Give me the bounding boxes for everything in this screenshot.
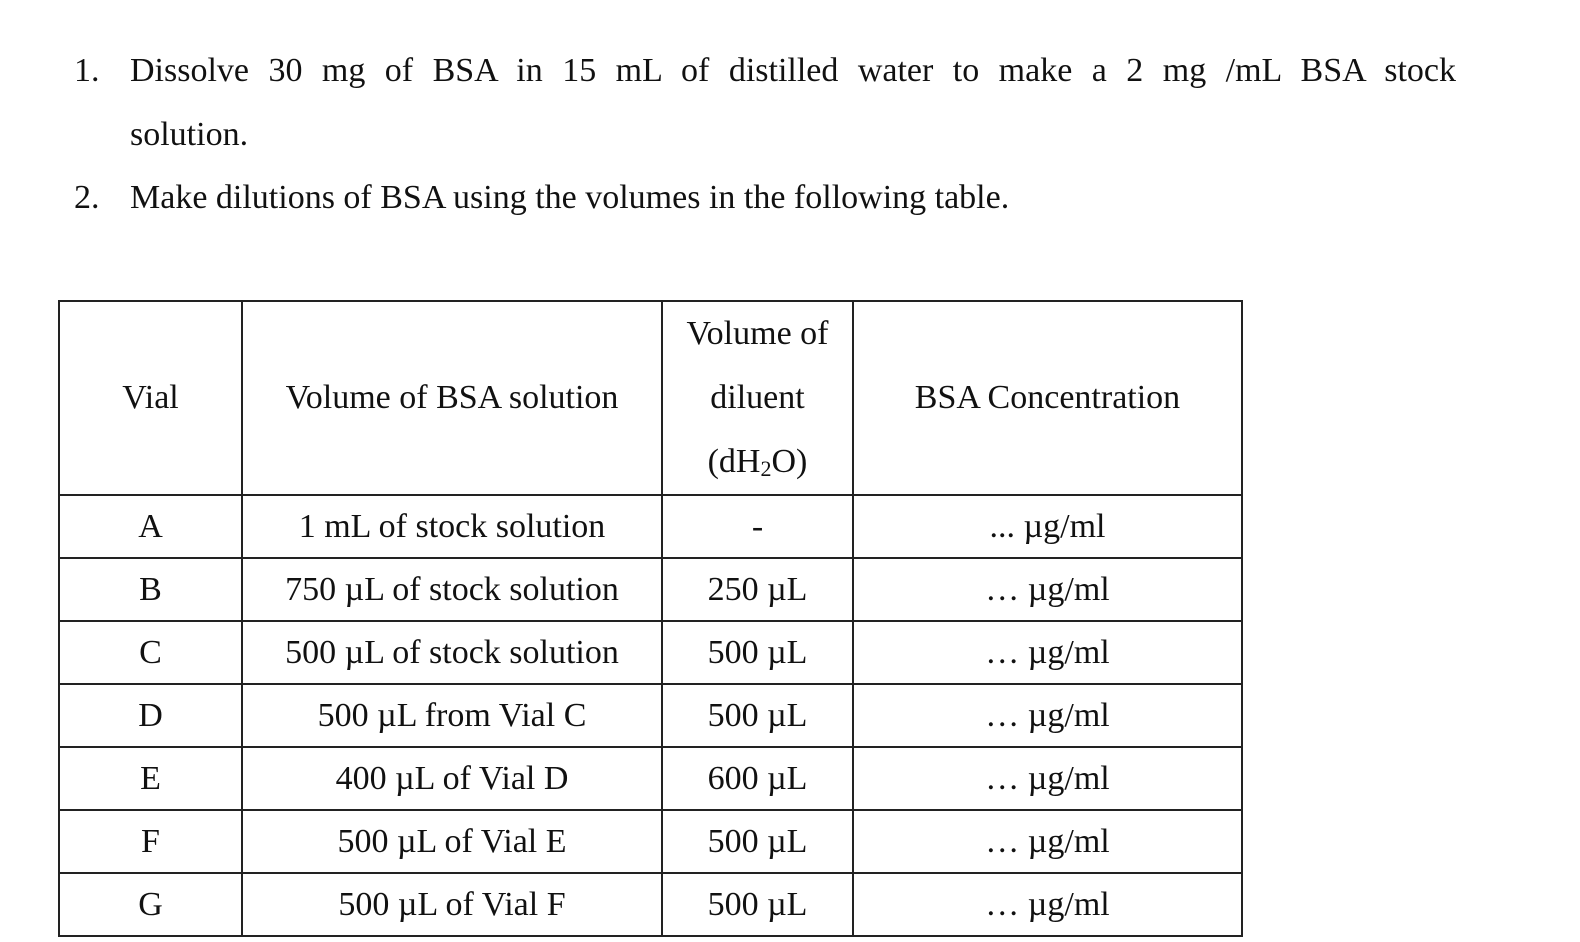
- cell-volume-bsa: 1 mL of stock solution: [242, 495, 662, 558]
- cell-diluent: 250 µL: [662, 558, 853, 621]
- cell-vial: G: [59, 873, 242, 936]
- instruction-text-1-line1: Dissolve 30 mg of BSA in 15 mL of distilled water to make a 2 mg /mL BSA stock: [130, 52, 1456, 89]
- cell-diluent: 500 µL: [662, 621, 853, 684]
- cell-diluent: 500 µL: [662, 873, 853, 936]
- table-row: [59, 558, 1242, 621]
- table-row: [59, 684, 1242, 747]
- cell-vial: A: [59, 495, 242, 558]
- header-volume-diluent-line3: [663, 430, 852, 494]
- cell-diluent: 500 µL: [662, 810, 853, 873]
- cell-volume-bsa: 500 µL from Vial C: [242, 684, 662, 747]
- cell-concentration: … µg/ml: [853, 558, 1242, 621]
- cell-diluent: 600 µL: [662, 747, 853, 810]
- cell-concentration: … µg/ml: [853, 747, 1242, 810]
- header-diluent-formula-sub: 2: [760, 456, 772, 481]
- header-volume-diluent: [662, 301, 853, 495]
- cell-vial: D: [59, 684, 242, 747]
- table-row: [59, 810, 1242, 873]
- cell-vial: F: [59, 810, 242, 873]
- cell-concentration: ... µg/ml: [853, 495, 1242, 558]
- cell-concentration: … µg/ml: [853, 621, 1242, 684]
- header-diluent-formula-pre: (dH: [707, 443, 761, 480]
- instruction-number-2: 2.: [74, 179, 100, 216]
- cell-volume-bsa: 750 µL of stock solution: [242, 558, 662, 621]
- cell-volume-bsa: 500 µL of stock solution: [242, 621, 662, 684]
- cell-concentration: … µg/ml: [853, 684, 1242, 747]
- instruction-text-2-line1: Make dilutions of BSA using the volumes in the following table.: [130, 179, 1010, 216]
- header-diluent-formula-post: O): [771, 443, 808, 480]
- table-row: [59, 873, 1242, 936]
- cell-concentration: … µg/ml: [853, 873, 1242, 936]
- header-volume-bsa: Volume of BSA solution: [242, 301, 662, 495]
- instruction-text-1-line2: solution.: [130, 116, 249, 153]
- header-concentration: BSA Concentration: [853, 301, 1242, 495]
- cell-vial: B: [59, 558, 242, 621]
- cell-vial: C: [59, 621, 242, 684]
- header-volume-diluent-line1: Volume of: [686, 315, 829, 352]
- cell-concentration: … µg/ml: [853, 810, 1242, 873]
- table-row: [59, 747, 1242, 810]
- cell-diluent: 500 µL: [662, 684, 853, 747]
- instruction-number-1: 1.: [74, 52, 100, 89]
- dilution-table: [58, 300, 1243, 937]
- cell-volume-bsa: 400 µL of Vial D: [242, 747, 662, 810]
- table-row: [59, 621, 1242, 684]
- table-row: [59, 495, 1242, 558]
- cell-diluent: -: [662, 495, 853, 558]
- cell-volume-bsa: 500 µL of Vial F: [242, 873, 662, 936]
- cell-volume-bsa: 500 µL of Vial E: [242, 810, 662, 873]
- cell-vial: E: [59, 747, 242, 810]
- header-vial: Vial: [59, 301, 242, 495]
- table-header-row: [59, 301, 1242, 495]
- header-volume-diluent-line2: diluent: [710, 379, 805, 416]
